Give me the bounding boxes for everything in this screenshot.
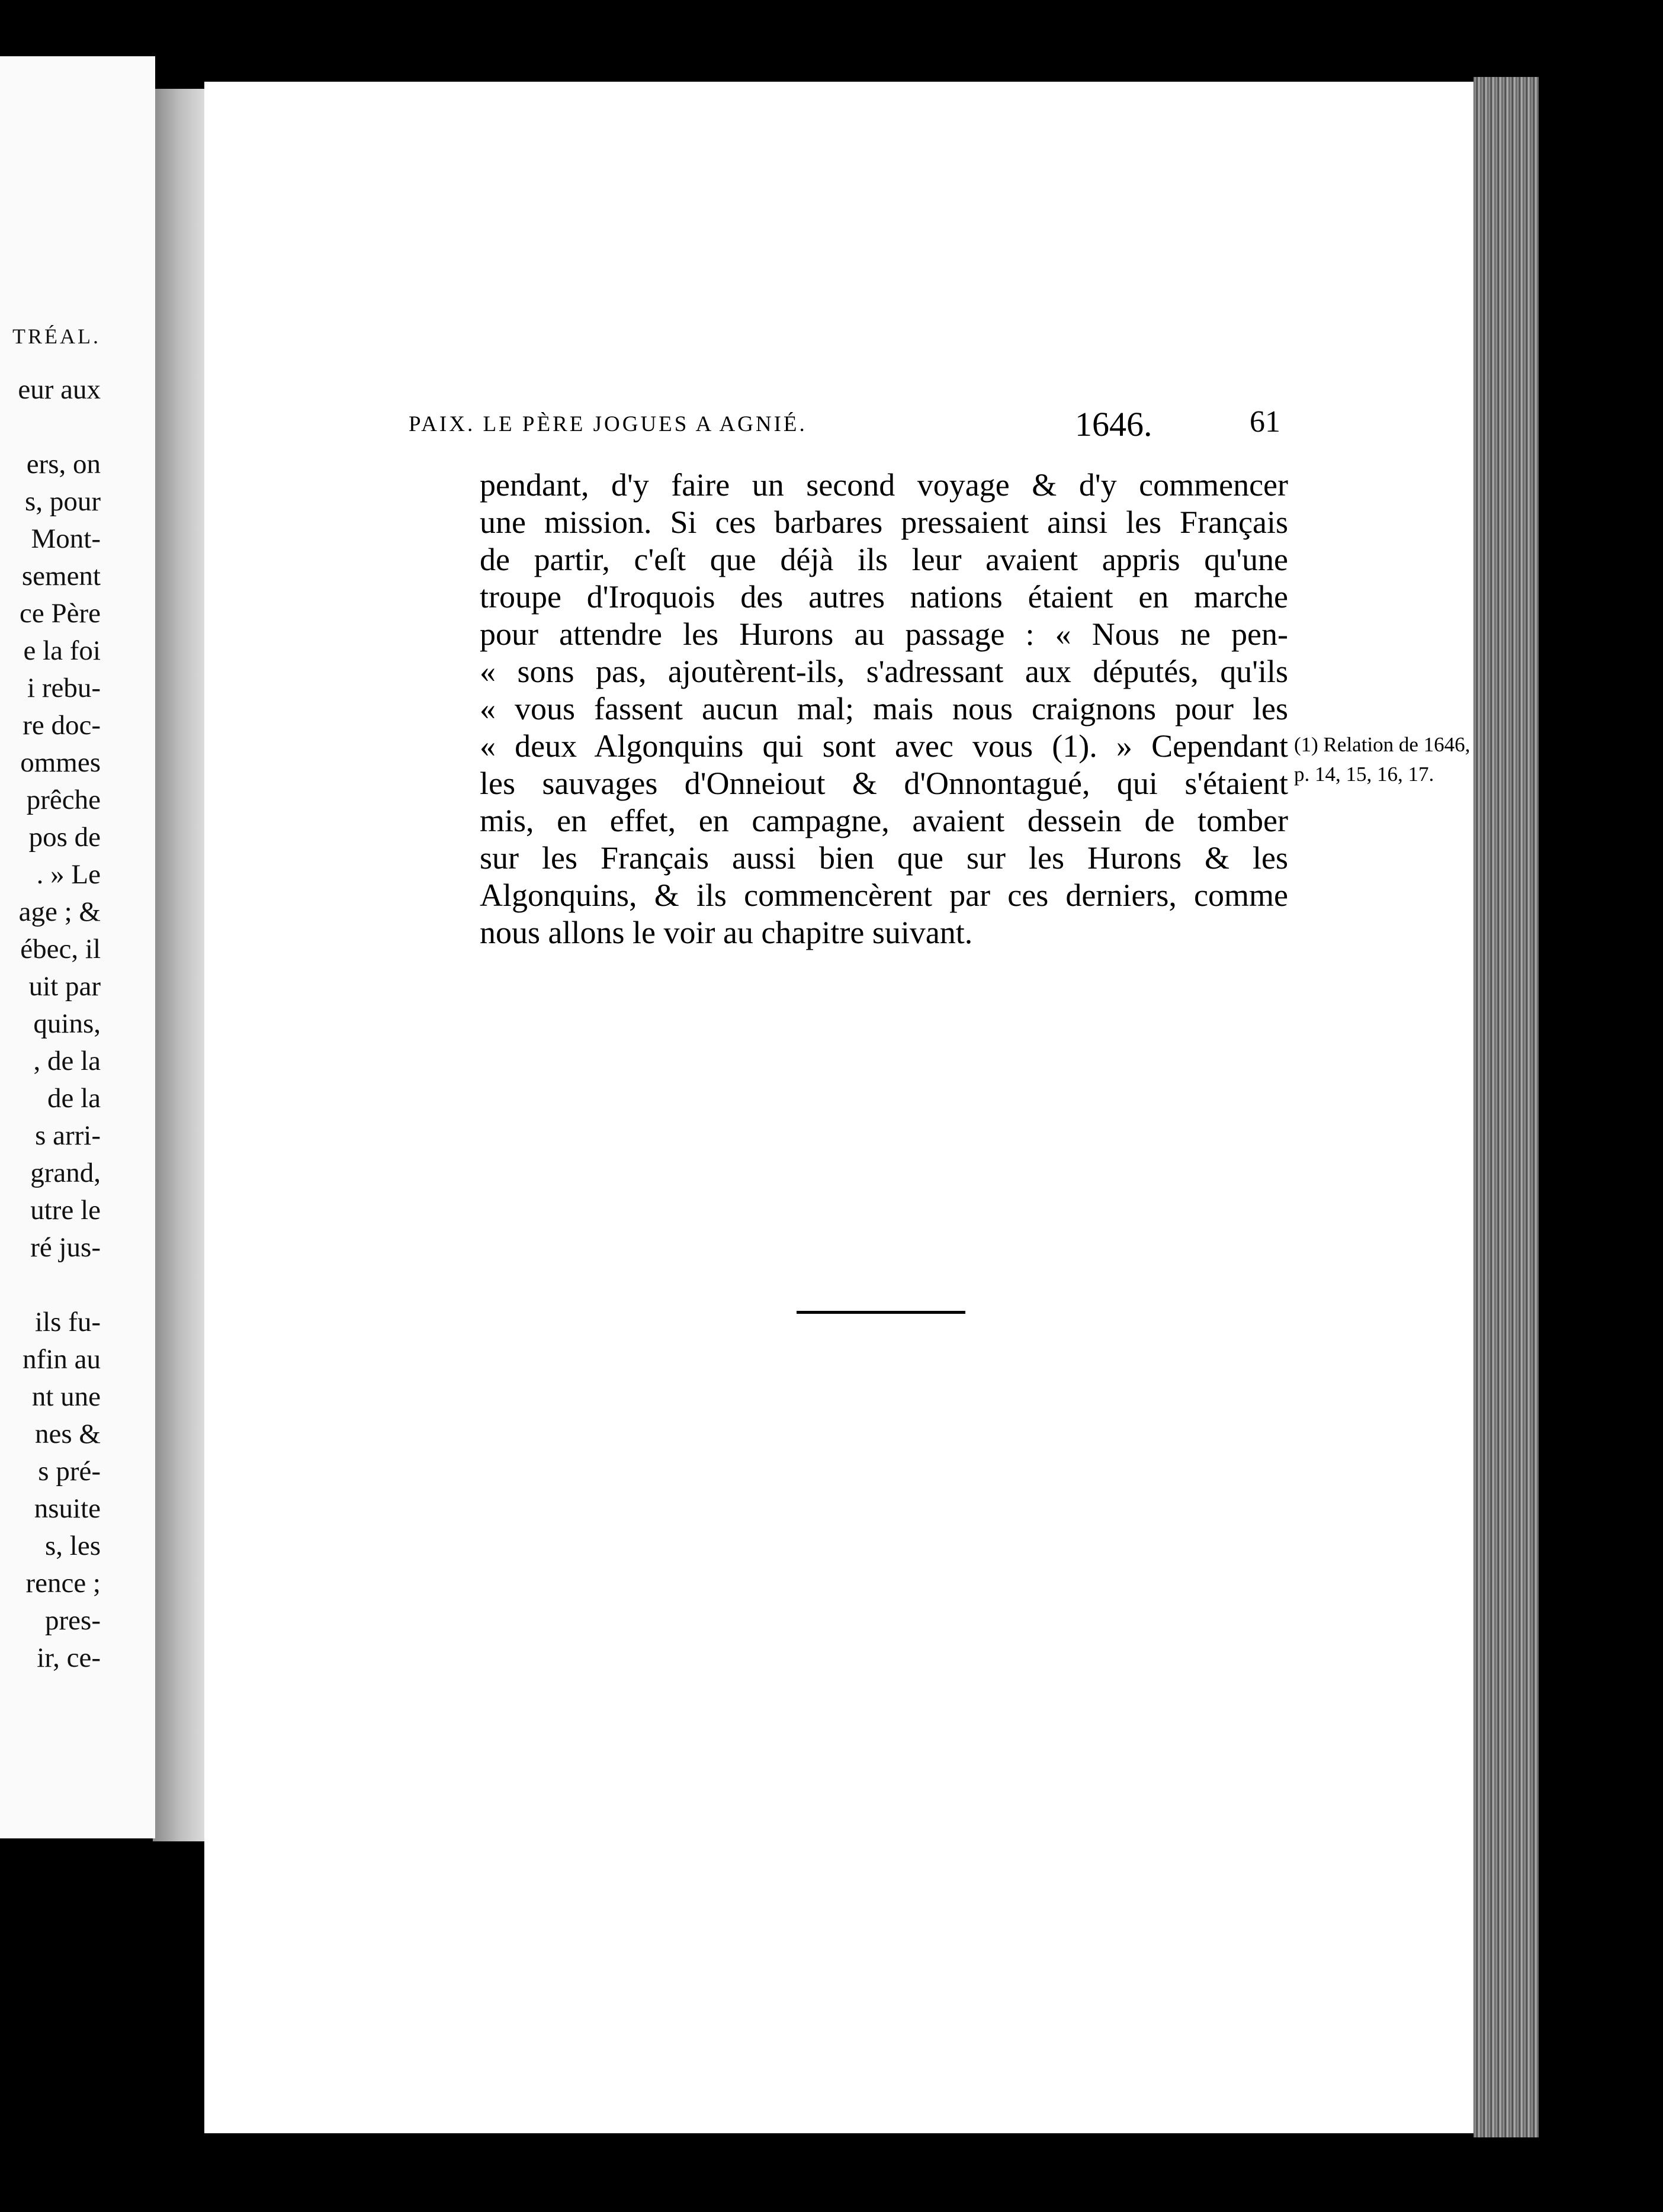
left-page-line: prêche [26,785,101,815]
left-page-line: nfin au [23,1344,101,1375]
left-page-line: grand, [30,1158,101,1188]
left-page-line: ommes [20,747,101,778]
left-page-line: i rebu- [27,673,101,703]
left-page-line: nsuite [34,1493,101,1524]
body-line: une mission. Si ces barbares pressaient ainsi les Français [480,504,1288,540]
page-edges [1473,77,1539,2137]
left-page-line: re doc- [23,710,101,741]
left-page-line: s, les [45,1531,101,1561]
left-page-line: rence ; [25,1568,101,1599]
left-page-line: Mont- [31,523,101,554]
left-page-line: pos de [28,822,101,853]
body-line: nous allons le voir au chapitre suivant. [480,915,973,950]
left-page-line: ce Père [20,598,101,629]
body-text [480,467,1288,951]
right-page [204,82,1481,2133]
left-page-line: ré jus- [30,1232,101,1263]
left-page-line: uit par [28,971,101,1002]
left-page [0,56,155,1838]
body-line: les sauvages d'Onneiout & d'Onnontagué, qui s'étaient [480,766,1288,801]
body-line: pour attendre les Hurons au passage : « Nous ne pen- [480,616,1288,652]
left-page-line: . » Le [36,859,101,890]
footnote-line-1: (1) Relation de 1646, [1294,733,1471,756]
left-page-line: s arri- [35,1120,101,1151]
left-page-line: s pré- [38,1456,101,1487]
body-line: « vous fassent aucun mal; mais nous craignons pour les [480,691,1288,726]
left-page-line: , de la [33,1046,101,1076]
body-line: « deux Algonquins qui sont avec vous (1). » Cependant [480,728,1288,764]
body-line: sur les Français aussi bien que sur les Hurons & les [480,840,1288,876]
left-page-line: de la [47,1083,101,1114]
section-end-rule [797,1311,965,1314]
body-line: de partir, c'eſt que déjà ils leur avaient appris qu'une [480,542,1288,577]
left-page-line: nt une [31,1381,101,1412]
left-page-line: ébec, il [20,934,101,964]
left-page-line: pres- [45,1605,101,1636]
footnote-line-2: p. 14, 15, 16, 17. [1294,763,1434,786]
left-page-line: eur aux [18,374,101,405]
body-line: Algonquins, & ils commencèrent par ces derniers, comme [480,877,1288,913]
body-line: troupe d'Iroquois des autres nations étaient en marche [480,579,1288,615]
running-head-year: 1646. [1075,405,1152,443]
body-line: « sons pas, ajoutèrent-ils, s'adressant aux députés, qu'ils [480,654,1288,689]
running-head [204,404,1481,446]
left-page-line: e la foi [23,635,101,666]
left-page-line: sement [21,561,101,591]
left-page-header: TRÉAL. [12,324,101,348]
left-page-line: age ; & [18,896,101,927]
body-line: pendant, d'y faire un second voyage & d'y commencer [480,467,1288,503]
left-page-line: ils fu- [35,1307,101,1338]
left-page-line: utre le [30,1195,101,1226]
page-number: 61 [1250,405,1280,439]
left-page-line: s, pour [25,486,101,517]
left-page-line: ers, on [26,449,101,480]
left-page-line: nes & [35,1419,101,1449]
left-page-line: ir, ce- [37,1642,101,1673]
body-line: mis, en effet, en campagne, avaient dessein de tomber [480,803,1288,838]
running-head-title: PAIX. LE PÈRE JOGUES A AGNIÉ. [409,412,807,436]
left-page-line: quins, [33,1008,101,1039]
